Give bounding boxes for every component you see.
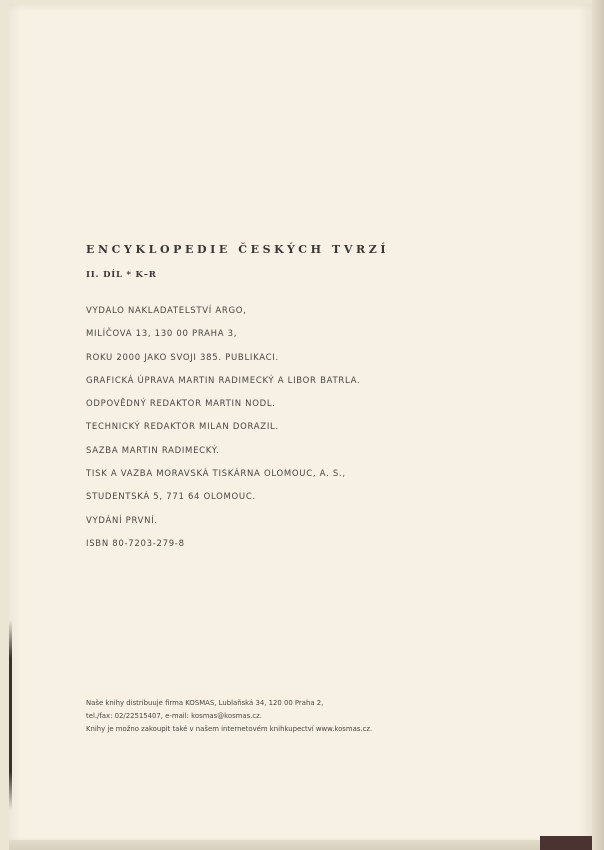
imprint-line: VYDÁNÍ PRVNÍ. [86,515,158,526]
imprint-line: TECHNICKÝ REDAKTOR MILAN DORAZIL. [86,422,279,433]
bottom-edge [9,840,592,850]
imprint-line: ODPOVĚDNÝ REDAKTOR MARTIN NODL. [86,399,276,410]
imprint-line: SAZBA MARTIN RADIMECKÝ. [86,445,220,456]
imprint-list [86,305,360,561]
distribution-line: Knihy je možno zakoupit také v našem internetovém knihkupectví www.kosmas.cz. [86,725,373,733]
imprint-line: TISK A VAZBA MORAVSKÁ TISKÁRNA OLOMOUC, A. S., [86,469,346,480]
binding-edge [9,620,12,810]
imprint-line: STUDENTSKÁ 5, 771 64 OLOMOUC. [86,492,256,503]
imprint-line: MILÍČOVA 13, 130 00 PRAHA 3, [86,329,238,340]
page-stack-edge [592,0,604,850]
distribution-note [86,697,372,736]
isbn-line: ISBN 80-7203-279-8 [86,538,185,549]
volume-label: II. DÍL * K–R [86,270,157,280]
imprint-line: VYDALO NAKLADATELSTVÍ ARGO, [86,306,247,316]
imprint-line: ROKU 2000 JAKO SVOJI 385. PUBLIKACI. [86,352,279,363]
book-title: ENCYKLOPEDIE ČESKÝCH TVRZÍ [86,243,390,256]
distribution-line: Naše knihy distribuuje firma KOSMAS, Lublaňská 34, 120 00 Praha 2, [86,699,324,707]
distribution-line: tel./fax: 02/22515407, e-mail: kosmas@kosmas.cz. [86,712,262,720]
imprint-line: GRAFICKÁ ÚPRAVA MARTIN RADIMECKÝ A LIBOR BATRLA. [86,375,361,386]
cover-corner [540,836,592,850]
